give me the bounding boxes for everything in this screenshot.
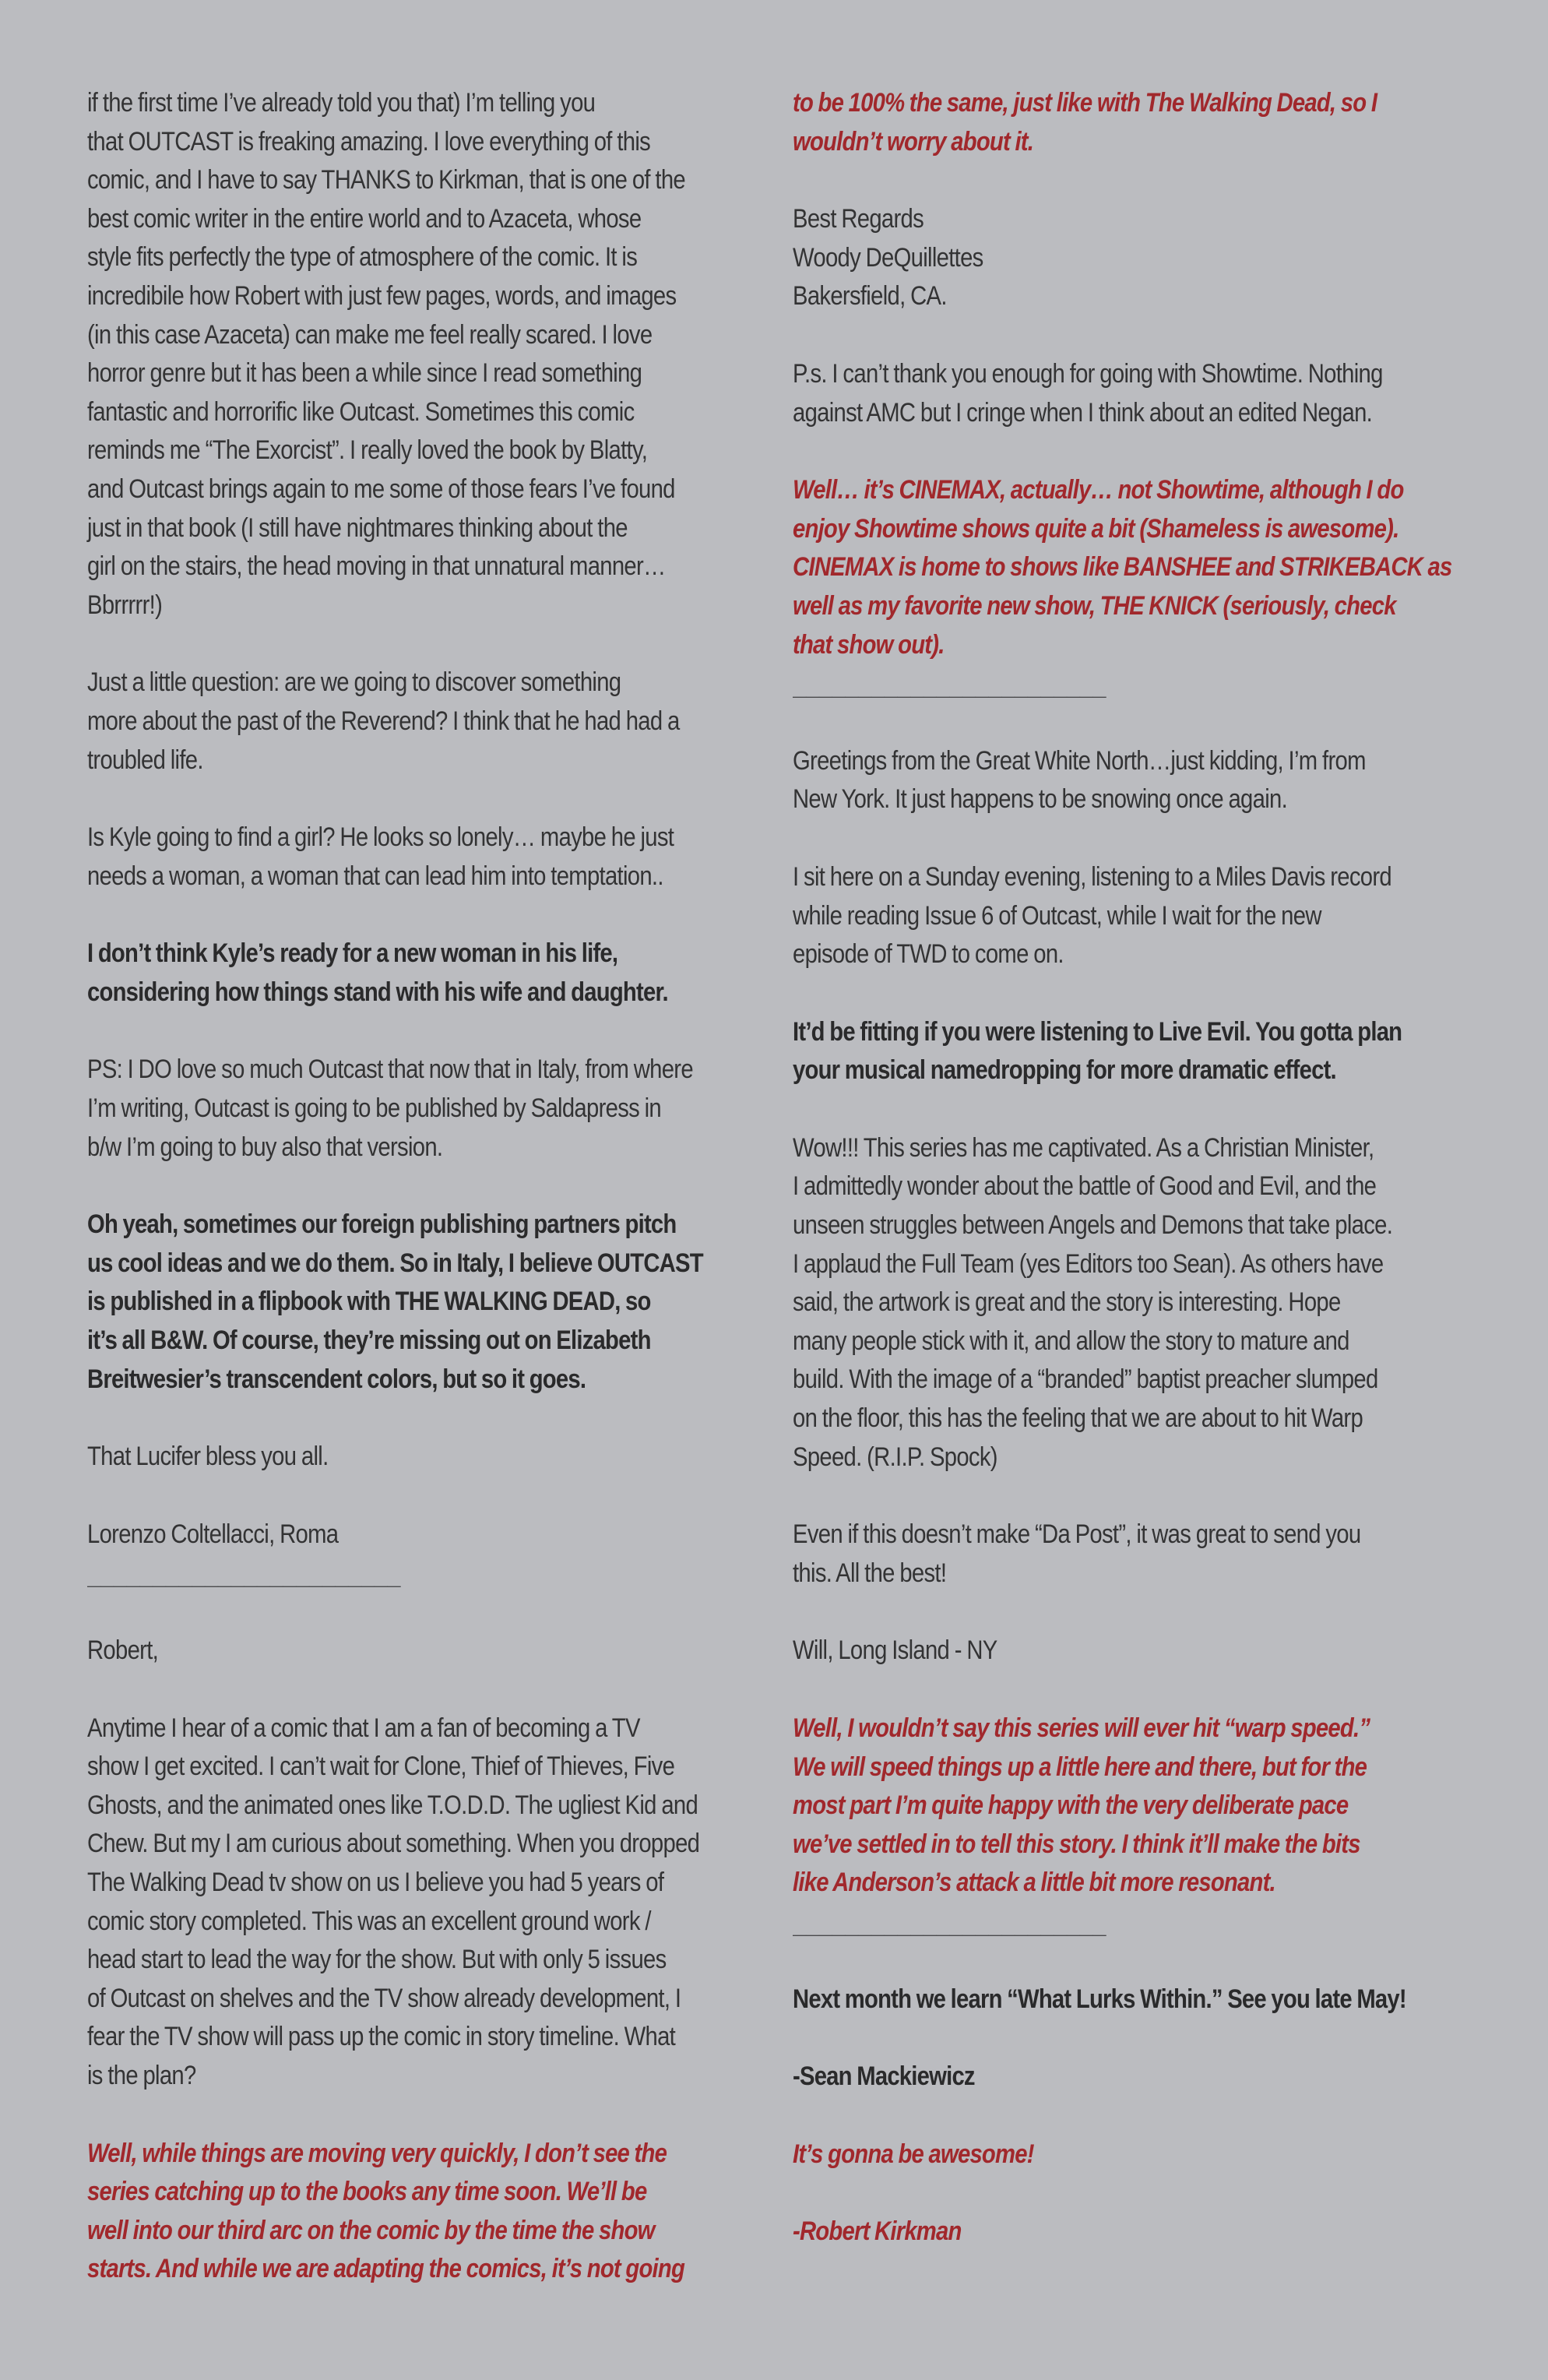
letter-paragraph: Greetings from the Great White North…just kidding, I’m from New York. It just happens to be snowing once again. xyxy=(793,745,1366,815)
editor-reply: It’d be fitting if you were listening to Live Evil. You gotta plan your musical namedropping for more dramatic effect. xyxy=(793,1016,1402,1086)
editor-reply: Oh yeah, sometimes our foreign publishing partners pitch us cool ideas and we do them. So in Italy, I believe OUTCAST is published in a flipbook with THE WALKING DEAD, so it’s all B&W. Of course, they’re missing out on Elizabeth Breitwesier’s transcendent colors, but so it goes. xyxy=(87,1209,703,1394)
letter-paragraph: P.s. I can’t thank you enough for going with Showtime. Nothing against AMC but I cringe when I think about an edited Negan. xyxy=(793,358,1383,428)
letter-paragraph: Wow!!! This series has me captivated. As a Christian Minister, I admittedly wonder about the battle of Good and Evil, and the unseen struggles between Angels and Demons that take place. I applaud the Full Team (yes Editors too Sean). As others have said, the artwork is great and the story is interesting. Hope many people stick with it, and allow the story to mature and build. With the image of a “branded” baptist preacher slumped on the floor, this has the feeling that we are about to hit Warp Speed. (R.I.P. Spock) xyxy=(793,1132,1393,1472)
right-column xyxy=(793,84,1478,2290)
creator-reply: Well… it’s CINEMAX, actually… not Showtime, although I do enjoy Showtime shows quite a bit (Shameless is awesome). CINEMAX is home to shows like BANSHEE and STRIKEBACK as well as my favorite new show, THE KNICK (seriously, check that show out). xyxy=(793,475,1452,660)
section-divider: ________________________ xyxy=(793,667,1106,699)
creator-reply: -Robert Kirkman xyxy=(793,2216,962,2247)
letter-paragraph: Anytime I hear of a comic that I am a fan of becoming a TV show I get excited. I can’t wait for Clone, Thief of Thieves, Five Ghosts, and the animated ones like T.O.D.D. The ugliest Kid and Chew. But my I am curious about something. When you dropped The Walking Dead tv show on us I believe you had 5 years of comic story completed. This was an excellent ground work / head start to lead the way for the show. But with only 5 issues of Outcast on shelves and the TV show already development, I fear the TV show will pass up the comic in story timeline. What is the plan? xyxy=(87,1713,700,2090)
letter-paragraph: Just a little question: are we going to discover something more about the past of the Reverend? I think that he had had a troubled life. xyxy=(87,667,680,775)
letter-paragraph: PS: I DO love so much Outcast that now that in Italy, from where I’m writing, Outcast is going to be published by Saldapress in b/w I’m going to buy also that version. xyxy=(87,1054,693,1162)
letter-paragraph: Even if this doesn’t make “Da Post”, it was great to send you this. All the best! xyxy=(793,1519,1361,1588)
editor-reply: I don’t think Kyle’s ready for a new woman in his life, considering how things stand with his wife and daughter. xyxy=(87,938,668,1007)
creator-reply: Well, I wouldn’t say this series will ever hit “warp speed.” We will speed things up a little here and there, but for the most part I’m quite happy with the very deliberate pace we’ve settled in to tell this story. I think it’ll make the bits like Anderson’s attack a little bit more resonant. xyxy=(793,1713,1370,1898)
editor-reply: -Sean Mackiewicz xyxy=(793,2061,975,2092)
letter-paragraph: if the first time I’ve already told you that) I’m telling you that OUTCAST is freaking amazing. I love everything of this comic, and I have to say THANKS to Kirkman, that is one of the best comic writer in the entire world and to Azaceta, whose style fits perfectly the type of atmosphere of the comic. It is incredibile how Robert with just few pages, words, and images (in this case Azaceta) can make me feel really scared. I love horror genre but it has been a while since I read something fantastic and horrorific like Outcast. Sometimes this comic reminds me “The Exorcist”. I really loved the book by Blatty, and Outcast brings again to me some of those fears I’ve found just in that book (I still have nightmares thinking about the girl on the stairs, the head moving in that unnatural manner… Bbrrrrr!) xyxy=(87,88,685,620)
creator-reply: to be 100% the same, just like with The Walking Dead, so I wouldn’t worry about it. xyxy=(793,88,1377,157)
editor-reply: Next month we learn “What Lurks Within.” See you late May! xyxy=(793,1984,1406,2014)
creator-reply: It’s gonna be awesome! xyxy=(793,2139,1034,2169)
creator-reply: Well, while things are moving very quickly, I don’t see the series catching up to the books any time soon. We’ll be well into our third arc on the comic by the time the show starts. And while we are adapting the comics, it’s not going xyxy=(87,2138,685,2284)
section-divider: ________________________ xyxy=(793,1905,1106,1937)
letter-paragraph: Will, Long Island - NY xyxy=(793,1635,997,1666)
left-column xyxy=(87,84,772,2328)
section-divider: ________________________ xyxy=(87,1557,400,1589)
letter-paragraph: Robert, xyxy=(87,1635,159,1665)
letter-paragraph: Is Kyle going to find a girl? He looks so lonely… maybe he just needs a woman, a woman that can lead him into temptation.. xyxy=(87,822,674,891)
letter-paragraph: I sit here on a Sunday evening, listening to a Miles Davis record while reading Issue 6 of Outcast, while I wait for the new episode of TWD to come on. xyxy=(793,861,1392,970)
letter-paragraph: Best Regards Woody DeQuillettes Bakersfield, CA. xyxy=(793,204,983,312)
letter-paragraph: That Lucifer bless you all. xyxy=(87,1442,329,1472)
letter-paragraph: Lorenzo Coltellacci, Roma xyxy=(87,1519,339,1549)
